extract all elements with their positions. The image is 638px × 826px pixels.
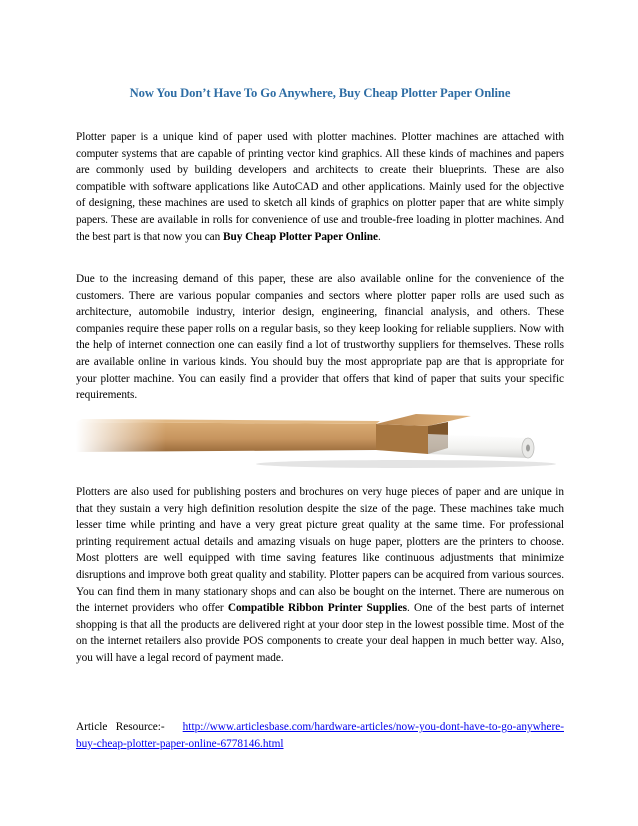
article-resource bbox=[76, 719, 564, 752]
paragraph-plotter-uses-text: Plotters are also used for publishing posters and brochures on very huge pieces of paper and are unique in that they sustain a very high definition resolution despite the size of the page. These machines take much lesser time while printing and have a very great picture great quality at the same time. For professional printing requirement actual details and amazing visuals on huge paper, plotters are the printers to choose. Most plotters are well equipped with time saving features like continuous adjustments that minimize disruptions and improve both great quality and stability. Plotter papers can be acquired from various sources. You can find them in many stationary shops and can also be bought on the internet. There are numerous on the internet providers who offer bbox=[76, 486, 564, 615]
cardboard-box-with-paper-roll-icon bbox=[76, 412, 564, 470]
plotter-paper-box-image bbox=[76, 412, 564, 470]
bold-text-compatible-ribbon-supplies: Compatible Ribbon Printer Supplies bbox=[227, 602, 407, 615]
paragraph-online-demand-text: Due to the increasing demand of this paper, these are also available online for the convenience of the customers. There are various popular companies and sectors where plotter paper rolls are used such as architecture, automobile industry, interior design, engineering, financial analysis, and others. These companies require these paper rolls on a regular basis, so they keep looking for reliable suppliers. Now with the help of internet connection one can easily find a lot of trustworthy suppliers for themselves. These rolls are available online in various kinds. You should buy the most appropriate pap are that is appropriate for your plotter machine. You can easily find a provider that offers that kind of paper that suits your specific requirements. bbox=[76, 273, 564, 402]
article-title: Now You Don’t Have To Go Anywhere, Buy Cheap Plotter Paper Online bbox=[129, 86, 511, 100]
paragraph-intro-tail: . bbox=[378, 230, 381, 243]
paragraph-online-demand bbox=[76, 271, 564, 404]
article-resource-link[interactable]: http://www.articlesbase.com/hardware-articles/now-you-dont-have-to-go-anywhere-buy-cheap-plotter-paper-online-6778146.html bbox=[76, 721, 564, 750]
bold-link-text-cheap-plotter-paper: Buy Cheap Plotter Paper Online bbox=[223, 230, 379, 243]
paragraph-plotter-uses bbox=[76, 484, 564, 667]
paragraph-intro-text: Plotter paper is a unique kind of paper used with plotter machines. Plotter machines are attached with computer systems that are capable of printing vector kind graphics. All these kinds of machines and papers are commonly used by building developers and architects to create their blueprints. These are also compatible with software applications like AutoCAD and other applications. Mainly used for the objective of designing, these machines are used to sketch all kinds of graphics on plotter paper that are white simply papers. These are available in rolls for convenience of use and trouble-free loading in plotter machines. And the best part is that now you can bbox=[76, 131, 564, 243]
paragraph-plotter-uses-tail: . One of the best parts of internet shopping is that all the products are delivered right at your door step in the lowest possible time. Most of the on the internet retailers also provide POS components to create your deal happen in much better way. Also, you will have a legal record of payment made. bbox=[76, 602, 564, 664]
article-resource-label: Article Resource:- bbox=[76, 721, 165, 733]
paragraph-intro bbox=[76, 129, 564, 245]
